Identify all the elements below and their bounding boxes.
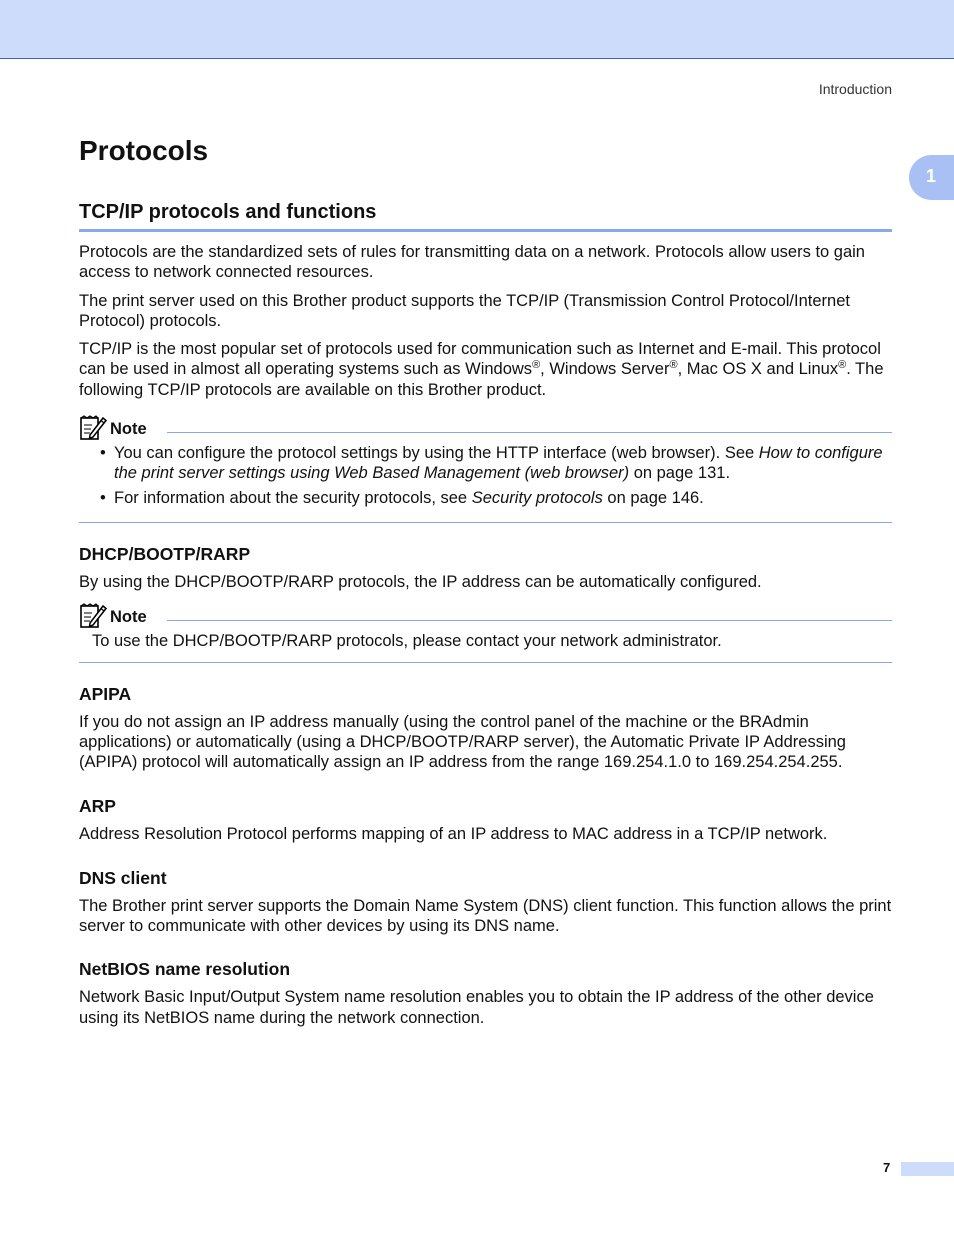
page-title: Protocols: [79, 135, 209, 166]
paragraph-tcpip: TCP/IP is the most popular set of protocols used for communication such as Internet and E-mail. This protocol can be used in almost all operating systems such as Windows®, Windows Server®, Mac OS X and Linux®. The following TCP/IP protocols are available on this Brother product.: [79, 340, 884, 399]
note-list-item: • For information about the security protocols, see Security protocols on page 146.: [100, 488, 892, 508]
note-label: Note: [110, 419, 147, 438]
running-header: Introduction: [818, 81, 892, 97]
page-content: [79, 132, 892, 1028]
cross-reference: How to configure the print server settings using Web Based Management (web browser): [114, 444, 883, 483]
note-list-item: • You can configure the protocol settings by using the HTTP interface (web browser). See How to configure the print server settings using Web Based Management (web browser) on page 131.: [100, 443, 892, 484]
paragraph-dns: The Brother print server supports the Domain Name System (DNS) client function. This function allows the print server to communicate with other devices by using its DNS name.: [79, 896, 892, 936]
note-body: [79, 629, 892, 662]
subsection-heading-netbios: NetBIOS name resolution: [79, 959, 291, 980]
note-body: [79, 441, 892, 523]
subsection-heading-apipa: APIPA: [79, 683, 132, 704]
note-label: Note: [110, 607, 147, 626]
note-pencil-icon: [79, 602, 107, 629]
note-box: [79, 414, 892, 523]
subsection-heading-dhcp: DHCP/BOOTP/RARP: [79, 543, 251, 564]
note-header: [79, 602, 892, 629]
note-header: [79, 414, 892, 441]
footer-band: [901, 1162, 954, 1176]
note-divider: [167, 432, 892, 433]
paragraph-apipa: If you do not assign an IP address manually (using the control panel of the machine or the BRAdmin applications) or automatically (using a DHCP/BOOTP/RARP server), the Automatic Private IP Addressing (APIPA) protocol will automatically assign an IP address from the range 169.254.1.0 to 169.254.254.255.: [79, 712, 846, 772]
note-divider: [167, 620, 892, 621]
note-text: To use the DHCP/BOOTP/RARP protocols, please contact your network administrator.: [92, 632, 722, 651]
chapter-tab: [909, 155, 954, 200]
subsection-heading-dns: DNS client: [79, 867, 167, 888]
paragraph-dhcp: By using the DHCP/BOOTP/RARP protocols, the IP address can be automatically configured.: [79, 572, 762, 591]
paragraph-protocols: Protocols are the standardized sets of rules for transmitting data on a network. Protocols allow users to gain access to network connected resources.: [79, 243, 865, 282]
note-pencil-icon: [79, 414, 107, 441]
section-heading: TCP/IP protocols and functions: [79, 199, 892, 232]
subsection-heading-arp: ARP: [79, 796, 116, 817]
paragraph-netbios: Network Basic Input/Output System name resolution enables you to obtain the IP address of the other device using its NetBIOS name during the network connection.: [79, 988, 874, 1027]
note-list: [79, 443, 892, 508]
top-header-band: [0, 0, 954, 59]
note-box: [79, 602, 892, 662]
cross-reference: Security protocols: [471, 488, 603, 507]
paragraph-print-server: The print server used on this Brother product supports the TCP/IP (Transmission Control Protocol/Internet Protocol) protocols.: [79, 291, 850, 330]
chapter-number: 1: [926, 166, 937, 186]
page-number: 7: [883, 1160, 891, 1175]
paragraph-arp: Address Resolution Protocol performs mapping of an IP address to MAC address in a TCP/IP network.: [79, 825, 828, 844]
